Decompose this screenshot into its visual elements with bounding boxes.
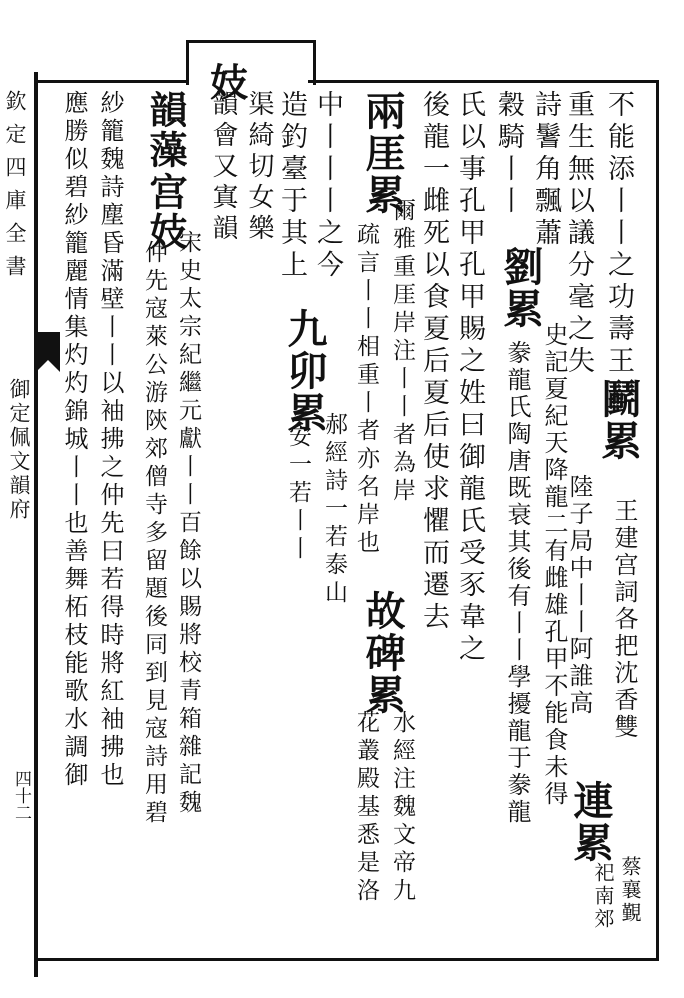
headword-gong-ji: 宫妓 [143, 172, 188, 252]
column-3 [532, 90, 559, 250]
rhyme-header: 妓 [210, 60, 251, 105]
column-text: 重生無以議分毫之失 [563, 90, 594, 378]
column-text: 詩鬐角飄蕭 [530, 90, 561, 250]
note-1a: 王建宫詞各把沈香雙 [610, 498, 638, 741]
margin-rule [34, 72, 38, 977]
column-4 [495, 90, 522, 218]
column-6 [420, 90, 447, 634]
column-16: 應勝似碧紗籠麗情集灼灼錦城丨丨也善舞柘枝能歌水調御 [60, 90, 88, 790]
column-11: 渠綺切女樂 [244, 90, 274, 245]
column-15: 紗籠魏詩塵昏滿壁丨丨以袖拂之仲先曰若得時將紅袖拂也 [96, 90, 124, 790]
column-text: 後龍一雌死以食夏后夏后使求懼而遷去 [418, 90, 449, 634]
column-text: 不能添丨丨之功壽王 [603, 90, 634, 378]
headword-liu-lei: 劉累 [497, 246, 544, 330]
column-5 [456, 90, 483, 666]
note-1b: 陸子局中丨丨阿誰高 [565, 474, 593, 717]
note-6b: 安一若丨丨 [285, 424, 311, 564]
column-9 [314, 90, 341, 282]
column-2 [565, 90, 592, 378]
note-2a: 蔡襄覲 [618, 856, 642, 925]
column-1 [595, 90, 642, 462]
column-text: 氏以事孔甲孔甲賜之姓曰御龍氏受豕韋之 [454, 90, 485, 666]
column-text: 中丨丨丨之今 [312, 90, 343, 282]
note-3b: 豢龍氏陶唐既衰其後有丨丨學擾龍于豢龍 [503, 340, 531, 826]
headword-liang-ya-lei: 兩厓累 [359, 90, 406, 216]
frame-bottom-rule [36, 958, 659, 961]
header-tab [186, 40, 316, 85]
note-5a: 水經注魏文帝九 [389, 710, 415, 906]
book-title: 欽定四庫全書 [3, 90, 27, 288]
column-12: 韻會又寘韻 [208, 90, 238, 245]
column-8: 疏言丨丨相重丨者亦名岸也 [353, 222, 379, 558]
headword-yun-zao: 韻藻 [143, 90, 188, 170]
frame-right-rule [656, 80, 659, 960]
column-text: 造釣臺于其上 [276, 90, 307, 282]
page-number: 四十二 [11, 770, 31, 821]
column-10 [278, 90, 305, 282]
column-13: 宋史太宗紀繼元獻丨丨百餘以賜將校青箱雜記魏 [175, 230, 201, 818]
text-body [60, 90, 654, 956]
frame-top-rule-right [308, 80, 658, 83]
headword-dou-lei: 鬬累 [595, 378, 642, 462]
column-7: 爾雅重厓岸注丨丨者為岸 [389, 198, 415, 506]
note-3a: 史記夏紀天降龍二有雌雄孔甲不能食未得 [540, 322, 568, 808]
column-14: 仲先寇萊公游陝郊僧寺多留題後同到見寇詩用碧 [141, 240, 167, 828]
note-2b: 祀南郊 [591, 862, 615, 931]
fishtail-mark [36, 332, 60, 372]
section-title: 御定佩文韻府 [7, 378, 31, 522]
column-text: 穀騎丨丨 [493, 90, 524, 218]
headword-jiu-mao-lei: 九卯累 [281, 308, 328, 434]
frame-top-rule [36, 80, 188, 83]
note-6a: 郝經詩一若泰山 [321, 412, 347, 608]
headword-lian-lei: 連累 [567, 780, 614, 864]
headword-gu-bei-lei: 故碑累 [359, 590, 406, 716]
note-5b: 花叢殿基悉是洛 [353, 710, 379, 906]
